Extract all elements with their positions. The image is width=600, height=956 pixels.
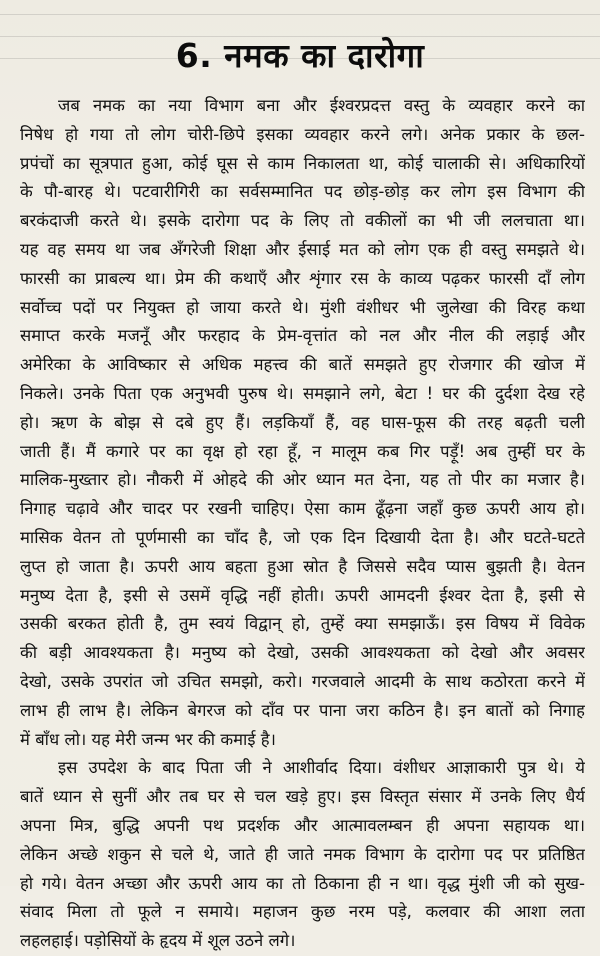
text-line: देखो, उसके उपरांत जो उचित समझो, करो। गरजवाले आदमी के साथ कठोरता करने में <box>20 671 585 691</box>
text-line: यह वह समय था जब अँगरेजी शिक्षा और ईसाई मत को लोग एक ही वस्तु समझते थे। <box>20 239 585 259</box>
text-line: जब नमक का नया विभाग बना और ईश्वरप्रदत्त वस्तु के व्यवहार करने का <box>58 96 585 115</box>
text-line: लेकिन अच्छे शकुन से चले थे, जाते ही जाते नमक विभाग के दारोगा पद पर प्रतिष्ठित <box>20 844 585 864</box>
text-line: में बाँध लो। यह मेरी जन्म भर की कमाई है। <box>20 729 276 749</box>
text-line: हो। ऋण के बोझ से दबे हुए हैं। लड़कियाँ हैं, वह घास-फूस की तरह बढ़ती चली <box>20 412 585 432</box>
text-line: सर्वोच्च पदों पर नियुक्त हो जाया करते थे। मुंशी वंशीधर भी जुलेखा की विरह कथा <box>20 297 585 317</box>
text-line: मासिक वेतन तो पूर्णमासी का चाँद है, जो एक दिन दिखायी देता है। और घटते-घटते <box>20 527 585 547</box>
text-line: की बड़ी आवश्यकता है। मनुष्य को देखो, उसकी आवश्यकता को देखो और अवसर <box>20 643 585 663</box>
text-line: अपना मित्र, बुद्धि अपनी पथ प्रदर्शक और आत्मावलम्बन ही अपना सहायक था। <box>20 815 585 835</box>
text-line: जाती हैं। मैं कगारे पर का वृक्ष हो रहा हूँ, न मालूम कब गिर पड़ूँ! अब तुम्हीं घर के <box>20 441 585 461</box>
text-line: निगाह चढ़ावे और चादर पर रखनी चाहिए। ऐसा काम ढूँढ़ना जहाँ कुछ ऊपरी आय हो। <box>20 499 585 519</box>
text-line: निकले। उनके पिता एक अनुभवी पुरुष थे। समझाने लगे, बेटा ! घर की दुर्दशा देख रहे <box>20 383 585 403</box>
text-line: निषेध हो गया तो लोग चोरी-छिपे इसका व्यवहार करने लगे। अनेक प्रकार के छल- <box>20 124 585 144</box>
text-line: संवाद मिला तो फूले न समाये। महाजन कुछ नरम पड़े, कलवार की आशा लता <box>20 902 585 922</box>
text-line: लहलहाई। पड़ोसियों के हृदय में शूल उठने लगे। <box>20 931 296 951</box>
text-line: प्रपंचों का सूत्रपात हुआ, कोई घूस से काम निकालता था, कोई चालाकी से। अधिकारियों <box>20 153 585 173</box>
text-line: मनुष्य देता है, इसी से उसमें वृद्धि नहीं होती। ऊपरी आमदनी ईश्वर देता है, इसी से <box>20 585 585 605</box>
text-line: फारसी का प्राबल्य था। प्रेम की कथाएँ और शृंगार रस के काव्य पढ़कर फारसी दाँ लोग <box>20 268 585 288</box>
text-line: अमेरिका के आविष्कार से अधिक महत्त्व की बातें समझते हुए रोजगार की खोज में <box>20 355 585 375</box>
text-line: हो गये। वेतन अच्छा और ऊपरी आय का तो ठिकाना ही न था। वृद्ध मुंशी जी को सुख- <box>20 873 585 893</box>
text-line: बातें ध्यान से सुनीं और तब घर से चल खड़े हुए। इस विस्तृत संसार में उनके लिए धैर्य <box>20 787 585 807</box>
text-line: इस उपदेश के बाद पिता जी ने आशीर्वाद दिया। वंशीधर आज्ञाकारी पुत्र थे। ये <box>58 758 585 778</box>
text-line: लुप्त हो जाता है। ऊपरी आय बहता हुआ स्रोत है जिससे सदैव प्यास बुझती है। वेतन <box>20 556 585 576</box>
text-line: समाप्त करके मजनूँ और फरहाद के प्रेम-वृत्तांत को नल और नील की लड़ाई और <box>20 326 585 346</box>
text-line: के पौ-बारह थे। पटवारीगिरी का सर्वसम्मानित पद छोड़-छोड़ कर लोग इस विभाग की <box>20 182 585 202</box>
text-line: लाभ ही लाभ है। लेकिन बेगरज को दाँव पर पाना जरा कठिन है। इन बातों को निगाह <box>20 700 585 720</box>
text-line: बरकंदाजी करते थे। इसके दारोगा पद के लिए तो वकीलों का भी जी ललचाता था। <box>20 211 585 231</box>
text-line: मालिक-मुख्तार हो। नौकरी में ओहदे की ओर ध्यान मत देना, यह तो पीर का मजार है। <box>20 470 585 490</box>
story-text <box>20 92 585 956</box>
chapter-title: 6. नमक का दारोगा <box>175 36 425 75</box>
text-line: उसकी बरकत होती है, तुम स्वयं विद्वान् हो, तुम्हें क्या समझाऊँ। इस विषय में विवेक <box>20 614 585 634</box>
